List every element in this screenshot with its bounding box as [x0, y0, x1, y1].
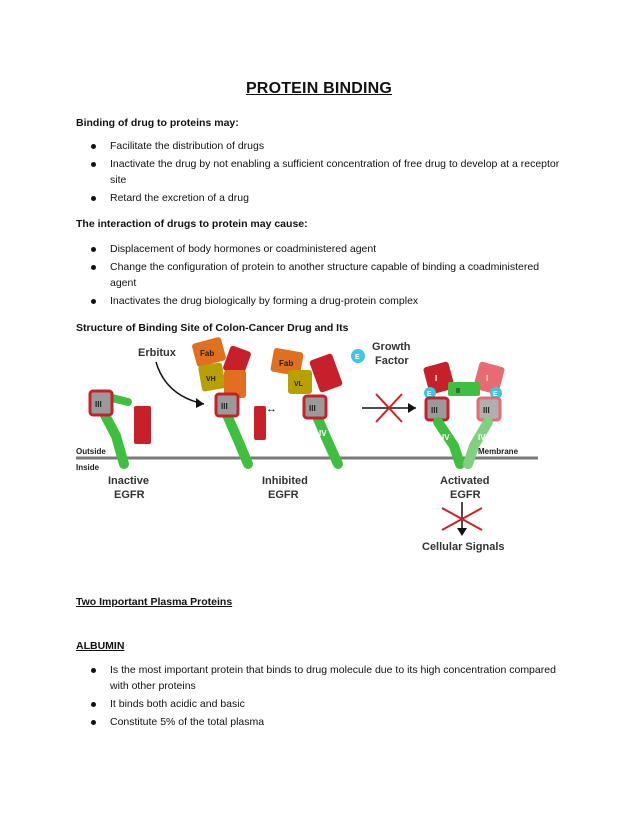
- bullet-icon: [91, 247, 96, 252]
- e-label: E: [493, 391, 498, 398]
- domain-ii-label: II: [456, 388, 460, 395]
- activated-egfr-label: EGFR: [450, 489, 481, 501]
- outside-label: Outside: [76, 447, 106, 456]
- fab-label: Fab: [279, 359, 294, 368]
- list-item: Change the configuration of protein to another structure capable of binding a coadministered agent: [88, 259, 568, 291]
- page-title: PROTEIN BINDING: [245, 80, 393, 97]
- domain-iii-label: III: [309, 404, 316, 413]
- list-item: Inactivates the drug biologically by forming a drug-protein complex: [88, 293, 568, 309]
- vh-label: VH: [206, 376, 216, 383]
- inactive-egfr-label: EGFR: [114, 489, 145, 501]
- activated-label: Activated: [440, 475, 490, 487]
- albumin-list: [88, 662, 568, 732]
- bullet-icon: [91, 196, 96, 201]
- e-label: E: [355, 354, 360, 361]
- vl-label: VL: [294, 381, 303, 388]
- double-arrow-icon: ↔: [266, 403, 277, 415]
- egfr-binding-figure: [76, 336, 538, 558]
- list-item: Constitute 5% of the total plasma: [88, 714, 568, 730]
- erbitux-arrow: [156, 362, 204, 404]
- list-item: Facilitate the distribution of drugs: [88, 138, 568, 154]
- factor-label: Factor: [375, 355, 409, 367]
- bullet-icon: [91, 265, 96, 270]
- domain-iv-label: IV: [98, 425, 106, 434]
- bullet-icon: [91, 144, 96, 149]
- list-item: It binds both acidic and basic: [88, 696, 568, 712]
- section-heading-albumin: ALBUMIN: [76, 640, 125, 652]
- domain-iv-label: IV: [442, 433, 450, 442]
- list-item: Is the most important protein that binds to drug molecule due to its high concentration compared with other proteins: [88, 662, 568, 694]
- domain-i-label: I: [435, 374, 438, 383]
- domain-iii-label: III: [483, 406, 490, 415]
- e-label: E: [427, 391, 432, 398]
- bullet-icon: [91, 162, 96, 167]
- inside-label: Inside: [76, 463, 100, 472]
- section-heading-plasma-proteins: Two Important Plasma Proteins: [76, 596, 233, 608]
- domain-iii-label: III: [221, 402, 228, 411]
- bullet-icon: [91, 299, 96, 304]
- domain-iv-label: IV: [319, 429, 327, 438]
- inhibited-label: Inhibited: [262, 475, 308, 487]
- bullet-icon: [91, 668, 96, 673]
- binding-effects-list: [88, 138, 568, 208]
- section-heading-structure: Structure of Binding Site of Colon-Cancer Drug and Its: [76, 322, 349, 334]
- domain-ii-label: II: [122, 426, 126, 433]
- cellular-signals-label: Cellular Signals: [422, 541, 505, 553]
- domain-i-label: I: [486, 374, 489, 383]
- domain-iv-label: IV: [478, 433, 486, 442]
- section-heading-interaction: The interaction of drugs to protein may cause:: [76, 218, 308, 230]
- domain-iii-label: III: [431, 406, 438, 415]
- section-heading-binding: Binding of drug to proteins may:: [76, 117, 239, 129]
- inhibited-egfr-receptor-1: [191, 337, 266, 464]
- bullet-icon: [91, 720, 96, 725]
- fab-label: Fab: [200, 349, 215, 358]
- blocked-arrowhead-icon: [408, 403, 416, 413]
- list-item: Displacement of body hormones or coadministered agent: [88, 241, 568, 257]
- erbitux-label: Erbitux: [138, 347, 176, 359]
- list-item: Retard the excretion of a drug: [88, 190, 568, 206]
- domain-iii-label: III: [95, 400, 102, 409]
- signal-arrowhead-icon: [457, 528, 467, 536]
- inhibited-egfr-receptor-2: [270, 348, 343, 464]
- bullet-icon: [91, 702, 96, 707]
- membrane-label: Membrane: [478, 447, 519, 456]
- list-item: Inactivate the drug by not enabling a sufficient concentration of free drug to develop at a receptor site: [88, 156, 568, 188]
- inactive-label: Inactive: [108, 475, 149, 487]
- growth-label: Growth: [372, 341, 411, 353]
- interaction-effects-list: [88, 241, 568, 311]
- inhibited-egfr-label: EGFR: [268, 489, 299, 501]
